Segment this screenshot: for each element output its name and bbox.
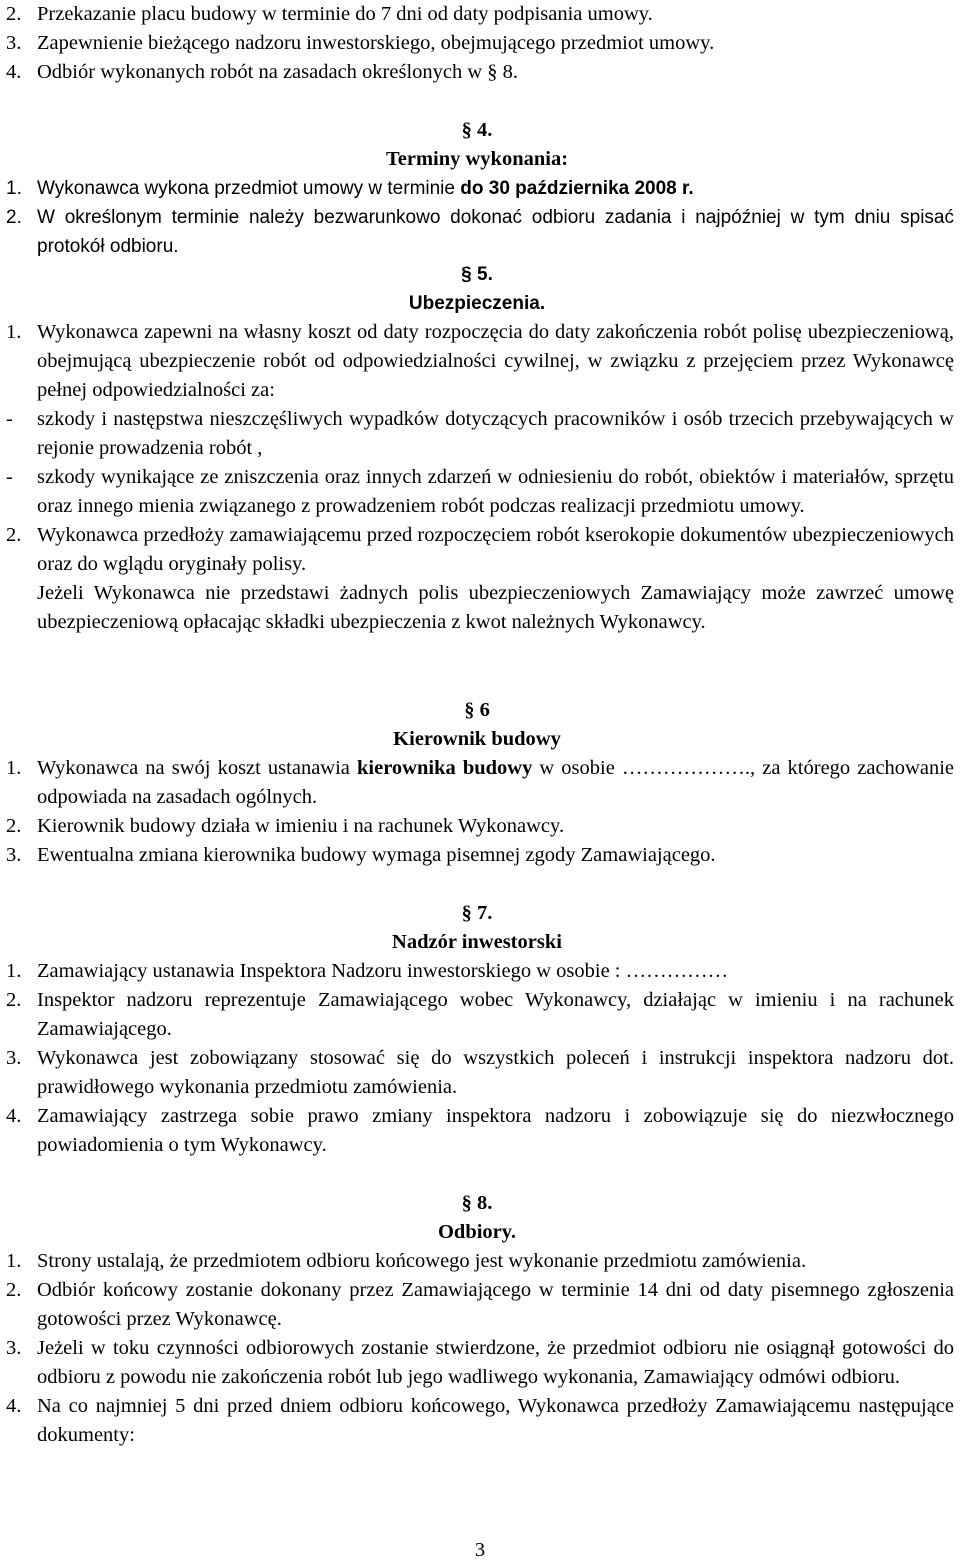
item-number: 1. [6,757,22,779]
item-text: Wykonawca zapewni na własny koszt od daty rozpoczęcia do daty zakończenia robót polisę ubezpieczeniową, obejmującą ubezpieczenie robót od odpowiedzialności cywilnej, w związku z przejęciem przez Wykonawcę pełnej odpowiedzialności za: [37,321,954,401]
dash-item [0,405,954,463]
list-item [0,841,954,870]
item-text: Kierownik budowy działa w imieniu i na rachunek Wykonawcy. [37,815,565,837]
section-number-value: 8. [477,1192,493,1214]
item-text: Zapewnienie bieżącego nadzoru inwestorskiego, obejmującego przedmiot umowy. [37,32,715,54]
list-item [0,58,954,87]
list-item [0,0,954,29]
section-title: Ubezpieczenia. [408,293,546,314]
item-number: 4. [6,61,22,83]
item-number: 3. [6,844,22,866]
item-number: 3. [6,1337,22,1359]
list-item [0,318,954,405]
item-text: Wykonawca na swój koszt ustanawia [37,757,357,779]
paragraph-sign: § [461,902,472,924]
item-number: 2. [6,524,22,546]
dash-mark: - [6,466,13,488]
dash-mark: - [6,408,13,430]
item-text: Odbiór wykonanych robót na zasadach określonych w § 8. [37,61,519,83]
list-item [0,1276,954,1334]
list-item [0,521,954,579]
item-text: Jeżeli w toku czynności odbiorowych zostanie stwierdzone, że przedmiot odbioru nie osiągnął gotowości do odbioru z powodu nie zakończenia robót lub jego wadliwego wykonania, Zamawiający odmówi odbioru. [37,1337,954,1388]
section-4 [0,116,954,261]
item-text: szkody i następstwa nieszczęśliwych wypadków dotyczących pracowników i osób trzecich przebywających w rejonie prowadzenia robót , [37,408,954,459]
top-list [0,0,954,87]
dash-item [0,463,954,521]
item-number: 2. [6,815,22,837]
section-title: Nadzór inwestorski [392,931,562,953]
item-number: 4. [6,1105,22,1127]
list-item [0,1334,954,1392]
item-text: Inspektor nadzoru reprezentuje Zamawiającego wobec Wykonawcy, działając w imieniu i na rachunek Zamawiającego. [37,989,954,1040]
section-7 [0,899,954,1160]
paragraph-sign: § [461,264,472,285]
item-text: Odbiór końcowy zostanie dokonany przez Zamawiającego w terminie 14 dni od daty pisemnego zgłoszenia gotowości przez Wykonawcę. [37,1279,954,1330]
list-item [0,754,954,812]
item-text: W określonym terminie należy bezwarunkowo dokonać odbioru zadania i najpóźniej w tym dniu spisać protokół odbioru. [37,207,954,257]
item-text: Zamawiający ustanawia Inspektora Nadzoru inwestorskiego w osobie : …………… [37,960,729,982]
section-number-value: 5. [477,264,493,285]
item-number: 1. [6,1250,22,1272]
section-number [0,1189,954,1218]
item-number: 3. [6,1047,22,1069]
item-text: w osobie ………………., za którego zachowanie odpowiada na zasadach ogólnych. [37,757,955,808]
paragraph-sign: § [461,1192,472,1214]
list-item [0,1392,954,1450]
item-text: Zamawiający zastrzega sobie prawo zmiany inspektora nadzoru i zobowiązuje się do niezwłocznego powiadomienia o tym Wykonawcy. [37,1105,954,1156]
list-item [0,957,954,986]
item-number: 2. [6,3,22,25]
item-text: Strony ustalają, że przedmiotem odbioru końcowego jest wykonanie przedmiotu zamówienia. [37,1250,807,1272]
paragraph: Jeżeli Wykonawca nie przedstawi żadnych polis ubezpieczeniowych Zamawiający może zawrzeć umowę ubezpieczeniową opłacając składki ubezpieczenia z kwot należnych Wykonawcy. [37,582,954,633]
list-item [0,986,954,1044]
item-text: Przekazanie placu budowy w terminie do 7 dni od daty podpisania umowy. [37,3,653,25]
section-number [0,899,954,928]
section-number-value: 7. [477,902,493,924]
section-number [0,696,954,725]
page-number: 3 [474,1539,486,1561]
item-text: Wykonawca przedłoży zamawiającemu przed rozpoczęciem robót kserokopie dokumentów ubezpieczeniowych oraz do wglądu oryginały polisy. [37,524,954,575]
item-number: 2. [6,207,22,228]
item-number: 1. [6,960,22,982]
list-item [0,29,954,58]
item-number: 2. [6,989,22,1011]
list-item [0,1044,954,1102]
section-number-value: 4. [477,119,493,141]
paragraph-sign: § [461,119,472,141]
section-6 [0,696,954,870]
list-item [0,812,954,841]
list-item [0,174,954,203]
item-number: 1. [6,321,22,343]
section-title: Terminy wykonania: [385,148,569,170]
item-bold-text: kierownika budowy [357,757,533,779]
item-bold-text: do 30 października 2008 r. [460,178,694,199]
section-5 [0,260,954,637]
list-item [0,203,954,261]
item-text: szkody wynikające ze zniszczenia oraz innych zdarzeń w odniesieniu do robót, obiektów i materiałów, sprzętu oraz innego mienia związanego z prowadzeniem robót podczas realizacji przedmiotu umowy. [37,466,954,517]
item-text: Na co najmniej 5 dni przed dniem odbioru końcowego, Wykonawca przedłoży Zamawiającemu następujące dokumenty: [37,1395,954,1446]
list-item [0,1247,954,1276]
item-number: 2. [6,1279,22,1301]
section-title: Odbiory. [437,1221,517,1243]
section-number [0,260,954,289]
item-number: 3. [6,32,22,54]
section-number [0,116,954,145]
section-number-value: 6 [479,699,490,721]
item-number: 4. [6,1395,22,1417]
section-8 [0,1189,954,1450]
item-text: Ewentualna zmiana kierownika budowy wymaga pisemnej zgody Zamawiającego. [37,844,716,866]
list-item [0,1102,954,1160]
item-text: Wykonawca jest zobowiązany stosować się do wszystkich poleceń i instrukcji inspektora nadzoru dot. prawidłowego wykonania przedmiotu zamówienia. [37,1047,954,1098]
section-title: Kierownik budowy [393,728,561,750]
paragraph-sign: § [464,699,475,721]
item-text: Wykonawca wykona przedmiot umowy w terminie [37,178,461,199]
item-number: 1. [6,178,22,199]
